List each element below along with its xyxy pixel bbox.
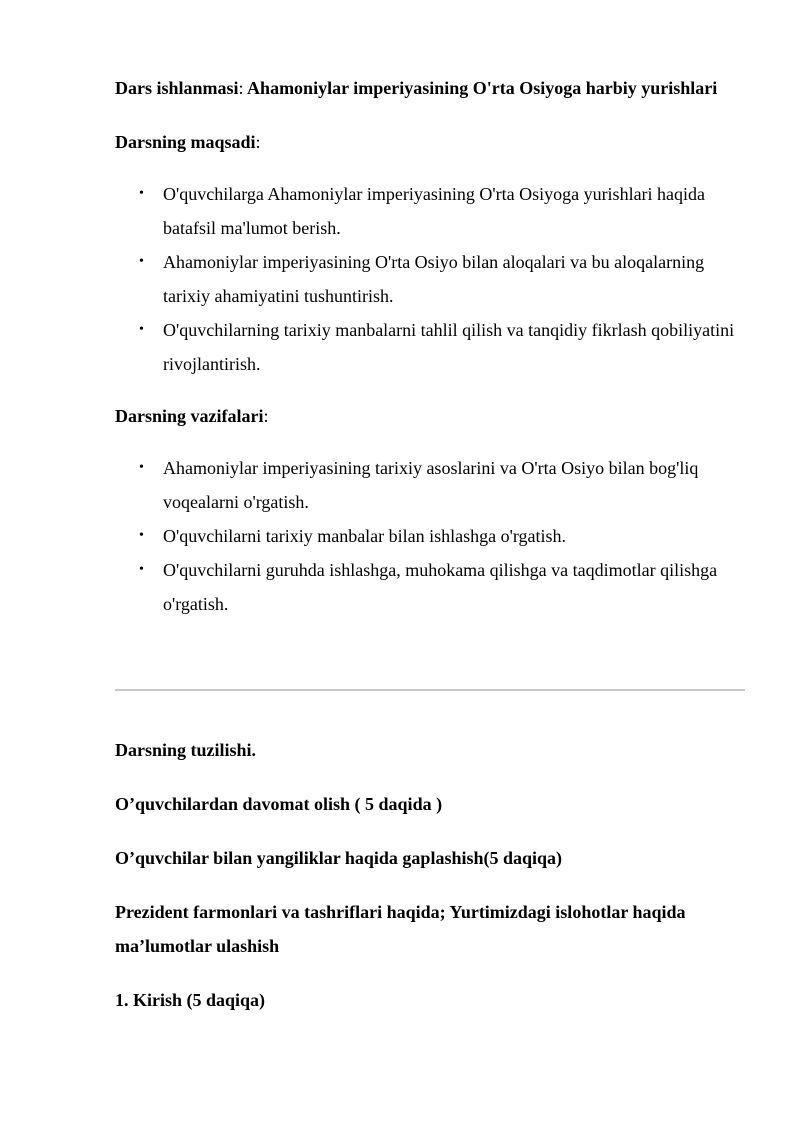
structure-intro: 1. Kirish (5 daqiqa) [115,990,266,1010]
list-item-text: O'quvchilarni tarixiy manbalar bilan ishlashga o'rgatish. [163,526,567,546]
bullet-icon: • [139,460,144,475]
tasks-heading-text: Darsning vazifalari [115,406,264,426]
title-label: Dars ishlanmasi [115,78,239,98]
list-item-text: O'quvchilarning tarixiy manbalarni tahlil qilish va tanqidiy fikrlash qobiliyatini rivojlantirish. [163,320,735,374]
list-item [115,451,745,519]
goals-list [115,177,745,381]
bullet-icon: • [139,322,144,337]
title-text: Ahamoniylar imperiyasining O'rta Osiyoga harbiy yurishlari [243,78,718,98]
document-title [115,71,745,105]
structure-president: Prezident farmonlari va tashriflari haqida; Yurtimizdagi islohotlar haqida ma’lumotlar ulashish [115,902,686,956]
structure-attendance: O’quvchilardan davomat olish ( 5 daqida ) [115,794,443,814]
bullet-icon: • [139,562,144,577]
goals-heading-colon: : [255,132,261,152]
list-item [115,313,745,381]
structure-news: O’quvchilar bilan yangiliklar haqida gaplashish(5 daqiqa) [115,848,562,868]
list-item [115,553,745,621]
title-separator: : [238,78,244,98]
list-item [115,245,745,313]
tasks-heading-colon: : [263,406,269,426]
bullet-icon: • [139,186,144,201]
goals-heading [115,125,745,159]
bullet-icon: • [139,528,144,543]
list-item [115,519,745,553]
lesson-structure [115,733,745,1037]
tasks-list [115,451,745,621]
list-item-text: O'quvchilarni guruhda ishlashga, muhokama qilishga va taqdimotlar qilishga o'rgatish. [163,560,718,614]
horizontal-divider [115,689,745,691]
tasks-heading [115,399,745,433]
list-item [115,177,745,245]
goals-heading-text: Darsning maqsadi [115,132,256,152]
list-item-text: O'quvchilarga Ahamoniylar imperiyasining O'rta Osiyoga yurishlari haqida batafsil ma'lumot berish. [163,184,706,238]
list-item-text: Ahamoniylar imperiyasining tarixiy asoslarini va O'rta Osiyo bilan bog'liq voqealarni o'rgatish. [163,458,699,512]
structure-heading: Darsning tuzilishi. [115,740,257,760]
list-item-text: Ahamoniylar imperiyasining O'rta Osiyo bilan aloqalari va bu aloqalarning tarixiy ahamiyatini tushuntirish. [163,252,705,306]
document-body [115,71,745,639]
bullet-icon: • [139,254,144,269]
